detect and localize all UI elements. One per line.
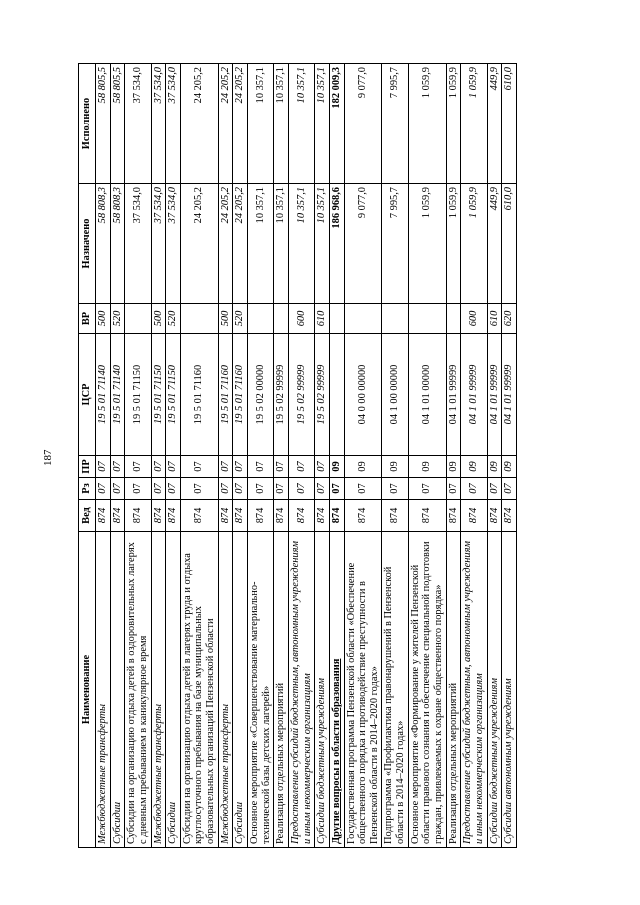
table-row xyxy=(408,64,446,848)
cell-csr: 19 5 01 71150 xyxy=(166,334,181,456)
cell-name: Предоставление субсидий бюджетным, автономным учреждениям и иным некоммерческим организациям xyxy=(288,532,314,848)
cell-rz: 07 xyxy=(382,478,408,500)
cell-vr: 600 xyxy=(461,304,487,334)
cell-vr xyxy=(408,304,446,334)
cell-name: Межбюджетные трансферты xyxy=(218,532,233,848)
table-row xyxy=(382,64,408,848)
cell-csr: 19 5 01 71160 xyxy=(233,334,248,456)
table-row xyxy=(344,64,382,848)
cell-assigned: 1 059,9 xyxy=(461,184,487,304)
cell-csr: 04 1 00 00000 xyxy=(382,334,408,456)
header-executed: Исполнено xyxy=(79,64,96,184)
cell-ved: 874 xyxy=(151,500,166,532)
cell-csr: 19 5 02 99999 xyxy=(274,334,289,456)
cell-ved: 874 xyxy=(180,500,218,532)
cell-rz: 07 xyxy=(446,478,461,500)
cell-ved: 874 xyxy=(288,500,314,532)
table-row xyxy=(125,64,151,848)
cell-ved: 874 xyxy=(329,500,344,532)
table-row xyxy=(180,64,218,848)
cell-rz: 07 xyxy=(315,478,330,500)
cell-executed: 10 357,1 xyxy=(288,64,314,184)
cell-csr: 19 5 01 71160 xyxy=(180,334,218,456)
cell-executed: 7 995,7 xyxy=(382,64,408,184)
cell-ved: 874 xyxy=(96,500,111,532)
cell-pr: 09 xyxy=(446,456,461,478)
cell-vr xyxy=(248,304,274,334)
cell-rz: 07 xyxy=(502,478,517,500)
cell-ved: 874 xyxy=(315,500,330,532)
cell-pr: 09 xyxy=(344,456,382,478)
header-ved: Вед xyxy=(79,500,96,532)
header-pr: ПР xyxy=(79,456,96,478)
cell-assigned: 58 808,3 xyxy=(96,184,111,304)
cell-ved: 874 xyxy=(487,500,502,532)
cell-name: Межбюджетные трансферты xyxy=(96,532,111,848)
cell-assigned: 10 357,1 xyxy=(288,184,314,304)
cell-csr: 04 1 01 99999 xyxy=(446,334,461,456)
cell-csr: 04 1 01 99999 xyxy=(487,334,502,456)
cell-executed: 58 805,5 xyxy=(110,64,125,184)
cell-assigned: 24 205,2 xyxy=(233,184,248,304)
cell-assigned: 37 534,0 xyxy=(151,184,166,304)
cell-rz: 07 xyxy=(248,478,274,500)
cell-executed: 182 009,3 xyxy=(329,64,344,184)
table-row xyxy=(502,64,517,848)
cell-csr: 04 1 01 99999 xyxy=(502,334,517,456)
cell-ved: 874 xyxy=(218,500,233,532)
cell-executed: 24 205,2 xyxy=(180,64,218,184)
cell-executed: 24 205,2 xyxy=(233,64,248,184)
cell-assigned: 24 205,2 xyxy=(180,184,218,304)
cell-rz: 07 xyxy=(288,478,314,500)
cell-name: Государственная программа Пензенской области «Обеспечение общественного порядка и противодействие преступности в Пензенской области в 2014–2020 годах» xyxy=(344,532,382,848)
cell-pr: 09 xyxy=(408,456,446,478)
cell-name: Субсидии автономным учреждениям xyxy=(502,532,517,848)
cell-executed: 1 059,9 xyxy=(461,64,487,184)
cell-assigned: 58 808,3 xyxy=(110,184,125,304)
cell-rz: 07 xyxy=(180,478,218,500)
cell-executed: 449,9 xyxy=(487,64,502,184)
cell-assigned: 24 205,2 xyxy=(218,184,233,304)
cell-assigned: 186 968,6 xyxy=(329,184,344,304)
cell-ved: 874 xyxy=(248,500,274,532)
cell-assigned: 10 357,1 xyxy=(274,184,289,304)
cell-name: Субсидии на организацию отдыха детей в лагерях труда и отдыха круглосуточного пребывания на базе муниципальных образовательных организаций Пензенской области xyxy=(180,532,218,848)
budget-table xyxy=(78,63,517,848)
cell-vr xyxy=(125,304,151,334)
cell-vr xyxy=(382,304,408,334)
cell-vr xyxy=(446,304,461,334)
cell-rz: 07 xyxy=(461,478,487,500)
cell-name: Основное мероприятие «Совершенствование материально-технической базы детских лагерей» xyxy=(248,532,274,848)
table-row xyxy=(166,64,181,848)
cell-name: Субсидии xyxy=(233,532,248,848)
cell-ved: 874 xyxy=(502,500,517,532)
cell-csr: 19 5 01 71150 xyxy=(125,334,151,456)
cell-pr: 07 xyxy=(218,456,233,478)
header-row xyxy=(79,64,96,848)
cell-pr: 07 xyxy=(96,456,111,478)
cell-pr: 09 xyxy=(487,456,502,478)
cell-rz: 07 xyxy=(110,478,125,500)
cell-pr: 09 xyxy=(502,456,517,478)
cell-ved: 874 xyxy=(274,500,289,532)
header-vr: ВР xyxy=(79,304,96,334)
cell-pr: 07 xyxy=(110,456,125,478)
cell-assigned: 9 077,0 xyxy=(344,184,382,304)
table-row xyxy=(446,64,461,848)
cell-vr xyxy=(274,304,289,334)
cell-vr: 600 xyxy=(288,304,314,334)
cell-ved: 874 xyxy=(408,500,446,532)
cell-pr: 09 xyxy=(382,456,408,478)
cell-assigned: 7 995,7 xyxy=(382,184,408,304)
cell-executed: 610,0 xyxy=(502,64,517,184)
cell-pr: 09 xyxy=(329,456,344,478)
header-csr: ЦСР xyxy=(79,334,96,456)
header-assigned: Назначено xyxy=(79,184,96,304)
cell-name: Подпрограмма «Профилактика правонарушений в Пензенской области в 2014–2020 годах» xyxy=(382,532,408,848)
cell-executed: 9 077,0 xyxy=(344,64,382,184)
cell-vr: 500 xyxy=(96,304,111,334)
cell-pr: 09 xyxy=(461,456,487,478)
cell-rz: 07 xyxy=(218,478,233,500)
cell-executed: 37 534,0 xyxy=(151,64,166,184)
cell-rz: 07 xyxy=(151,478,166,500)
cell-assigned: 10 357,1 xyxy=(248,184,274,304)
cell-pr: 07 xyxy=(274,456,289,478)
cell-csr: 19 5 02 99999 xyxy=(288,334,314,456)
cell-assigned: 449,9 xyxy=(487,184,502,304)
cell-rz: 07 xyxy=(233,478,248,500)
cell-name: Реализация отдельных мероприятий xyxy=(446,532,461,848)
table-row xyxy=(248,64,274,848)
cell-executed: 58 805,5 xyxy=(96,64,111,184)
cell-name: Межбюджетные трансферты xyxy=(151,532,166,848)
cell-assigned: 1 059,9 xyxy=(408,184,446,304)
cell-vr: 500 xyxy=(218,304,233,334)
cell-vr: 620 xyxy=(502,304,517,334)
cell-pr: 07 xyxy=(125,456,151,478)
cell-rz: 07 xyxy=(408,478,446,500)
cell-executed: 37 534,0 xyxy=(125,64,151,184)
table-row xyxy=(329,64,344,848)
cell-csr: 04 1 01 00000 xyxy=(408,334,446,456)
cell-name: Основное мероприятие «Формирование у жителей Пензенской области правового сознания и обеспечение специальной подготовки граждан, привлекаемых к охране общественного порядка» xyxy=(408,532,446,848)
cell-vr: 500 xyxy=(151,304,166,334)
cell-name: Субсидии бюджетным учреждениям xyxy=(315,532,330,848)
cell-csr: 19 5 01 71140 xyxy=(110,334,125,456)
cell-csr: 19 5 02 99999 xyxy=(315,334,330,456)
cell-pr: 07 xyxy=(248,456,274,478)
cell-executed: 37 534,0 xyxy=(166,64,181,184)
cell-executed: 24 205,2 xyxy=(218,64,233,184)
cell-assigned: 1 059,9 xyxy=(446,184,461,304)
cell-ved: 874 xyxy=(125,500,151,532)
cell-name: Субсидии на организацию отдыха детей в оздоровительных лагерях с дневным пребыванием в каникулярное время xyxy=(125,532,151,848)
cell-name: Субсидии xyxy=(110,532,125,848)
cell-assigned: 10 357,1 xyxy=(315,184,330,304)
cell-name: Другие вопросы в области образования xyxy=(329,532,344,848)
cell-vr xyxy=(344,304,382,334)
cell-rz: 07 xyxy=(274,478,289,500)
cell-csr: 04 0 00 00000 xyxy=(344,334,382,456)
cell-pr: 07 xyxy=(315,456,330,478)
cell-ved: 874 xyxy=(233,500,248,532)
table-row xyxy=(233,64,248,848)
rotated-table-container xyxy=(78,64,568,848)
table-row xyxy=(274,64,289,848)
cell-assigned: 610,0 xyxy=(502,184,517,304)
cell-pr: 07 xyxy=(233,456,248,478)
cell-vr: 610 xyxy=(315,304,330,334)
cell-ved: 874 xyxy=(166,500,181,532)
table-row xyxy=(288,64,314,848)
cell-name: Предоставление субсидий бюджетным, автономным учреждениям и иным некоммерческим организациям xyxy=(461,532,487,848)
cell-ved: 874 xyxy=(446,500,461,532)
cell-rz: 07 xyxy=(344,478,382,500)
cell-name: Субсидии бюджетным учреждениям xyxy=(487,532,502,848)
table-row xyxy=(461,64,487,848)
cell-ved: 874 xyxy=(382,500,408,532)
cell-ved: 874 xyxy=(110,500,125,532)
cell-pr: 07 xyxy=(151,456,166,478)
cell-name: Субсидии xyxy=(166,532,181,848)
cell-executed: 1 059,9 xyxy=(408,64,446,184)
cell-csr xyxy=(329,334,344,456)
cell-assigned: 37 534,0 xyxy=(125,184,151,304)
cell-csr: 04 1 01 99999 xyxy=(461,334,487,456)
table-row xyxy=(110,64,125,848)
cell-pr: 07 xyxy=(166,456,181,478)
cell-vr: 610 xyxy=(487,304,502,334)
cell-vr: 520 xyxy=(110,304,125,334)
cell-assigned: 37 534,0 xyxy=(166,184,181,304)
cell-csr: 19 5 01 71160 xyxy=(218,334,233,456)
cell-rz: 07 xyxy=(96,478,111,500)
cell-vr: 520 xyxy=(166,304,181,334)
cell-vr xyxy=(329,304,344,334)
cell-csr: 19 5 02 00000 xyxy=(248,334,274,456)
table-body xyxy=(96,64,517,848)
header-name: Наименование xyxy=(79,532,96,848)
cell-csr: 19 5 01 71150 xyxy=(151,334,166,456)
cell-vr: 520 xyxy=(233,304,248,334)
header-rz: Рз xyxy=(79,478,96,500)
cell-pr: 07 xyxy=(288,456,314,478)
table-row xyxy=(151,64,166,848)
cell-vr xyxy=(180,304,218,334)
cell-rz: 07 xyxy=(125,478,151,500)
cell-csr: 19 5 01 71140 xyxy=(96,334,111,456)
cell-rz: 07 xyxy=(487,478,502,500)
cell-rz: 07 xyxy=(329,478,344,500)
cell-executed: 10 357,1 xyxy=(248,64,274,184)
table-row xyxy=(96,64,111,848)
cell-executed: 10 357,1 xyxy=(274,64,289,184)
cell-name: Реализация отдельных мероприятий xyxy=(274,532,289,848)
cell-pr: 07 xyxy=(180,456,218,478)
cell-ved: 874 xyxy=(344,500,382,532)
cell-executed: 10 357,1 xyxy=(315,64,330,184)
page-number: 187 xyxy=(42,449,54,466)
table-row xyxy=(487,64,502,848)
table-row xyxy=(315,64,330,848)
cell-executed: 1 059,9 xyxy=(446,64,461,184)
table-row xyxy=(218,64,233,848)
cell-rz: 07 xyxy=(166,478,181,500)
cell-ved: 874 xyxy=(461,500,487,532)
